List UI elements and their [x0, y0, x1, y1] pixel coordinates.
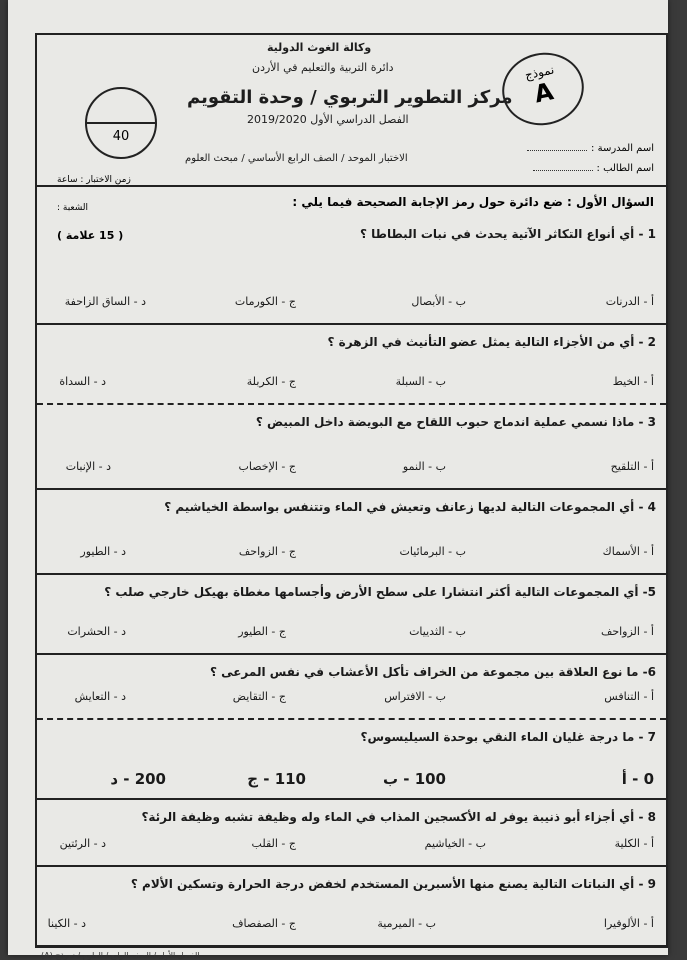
option-a[interactable]: أ - الدرنات	[605, 295, 654, 308]
question-one-title: السؤال الأول : ضع دائرة حول رمز الإجابة الصحيحة فيما يلي :	[292, 195, 654, 209]
question-one-marks: ( 15 علامة )	[57, 229, 124, 242]
option-c[interactable]: ج - الصفصاف	[232, 917, 296, 930]
model-stamp	[495, 45, 590, 132]
center-name: مركز التطوير التربوي / وحدة التقويم	[187, 87, 513, 108]
school-label: اسم المدرسة :	[591, 143, 654, 154]
question-text: 6- ما نوع العلاقة بين مجموعة من الخراف تأكل الأعشاب في نفس المرعى ؟	[209, 665, 656, 679]
exam-frame	[35, 33, 668, 960]
header-divider	[37, 185, 666, 187]
exam-duration: زمن الاختبار : ساعة	[57, 175, 131, 185]
option-d[interactable]: د - الكينا	[47, 917, 86, 930]
question-text: 4 - أي المجموعات التالية لديها زعانف وتعيش في الماء وتتنفس بواسطة الخياشيم ؟	[164, 500, 656, 514]
school-name-field	[527, 143, 654, 154]
school-dots	[527, 150, 587, 151]
student-dots	[533, 170, 593, 171]
option-b[interactable]: ب - البرمائيات	[399, 545, 466, 558]
option-b[interactable]: ب - الثدييات	[409, 625, 466, 638]
question-6	[37, 655, 666, 720]
question-3	[37, 405, 666, 490]
question-text: 5- أي المجموعات التالية أكثر انتشارا على سطح الأرض وأجسامها مغطاة بهيكل خارجي صلب ؟	[104, 585, 656, 599]
circle-divider	[87, 122, 155, 124]
option-b[interactable]: ب - الميرمية	[377, 917, 436, 930]
option-c[interactable]: ج - الكورمات	[234, 295, 296, 308]
option-a[interactable]: أ - التنافس	[604, 690, 654, 703]
option-b[interactable]: ب - الافتراس	[384, 690, 446, 703]
option-d[interactable]: 200 - د	[110, 770, 166, 788]
exam-info: الاختبار الموحد / الصف الرابع الأساسي / مبحث العلوم	[185, 153, 408, 164]
option-b[interactable]: ب - النمو	[402, 460, 446, 473]
question-text: 2 - أي من الأجزاء التالية يمثل عضو التأنيث في الزهرة ؟	[327, 335, 656, 349]
question-text: 7 - ما درجة غليان الماء النقي بوحدة السيليسوس؟	[360, 730, 656, 744]
option-c[interactable]: ج - الكربلة	[246, 375, 296, 388]
option-a[interactable]: أ - الأسماك	[602, 545, 654, 558]
page-footer: الفصل الأول / الصف الرابع / العلوم / نموذج (A)	[41, 951, 200, 960]
question-1	[37, 217, 666, 325]
option-d[interactable]: د - الساق الزاحفة	[64, 295, 146, 308]
student-label: اسم الطالب :	[596, 163, 654, 174]
option-a[interactable]: 0 - أ	[621, 770, 654, 788]
exam-sheet	[8, 0, 668, 960]
model-label: نموذج	[523, 62, 556, 83]
option-b[interactable]: ب - الأبصال	[411, 295, 466, 308]
option-c[interactable]: ج - الإخصاب	[238, 460, 296, 473]
student-name-field	[533, 163, 654, 174]
question-text: 1 - أي أنواع التكاثر الآتية يحدث في نبات البطاطا ؟	[360, 227, 656, 241]
option-d[interactable]: د - الطيور	[80, 545, 126, 558]
total-marks-circle	[85, 87, 157, 159]
option-d[interactable]: د - الرئتين	[59, 837, 106, 850]
department-name: دائرة التربية والتعليم في الأردن	[252, 61, 394, 74]
option-a[interactable]: أ - الألوفيرا	[603, 917, 654, 930]
question-8	[37, 800, 666, 867]
term-label: الفصل الدراسي الأول	[310, 113, 409, 126]
option-d[interactable]: د - الحشرات	[67, 625, 126, 638]
option-c[interactable]: ج - الطيور	[238, 625, 286, 638]
option-d[interactable]: د - الإنبات	[65, 460, 111, 473]
term	[247, 113, 409, 126]
option-a[interactable]: أ - الزواحف	[600, 625, 654, 638]
question-text: 9 - أي النباتات التالية يصنع منها الأسبرين المستخدم لخفض درجة الحرارة وتسكين الألام ؟	[130, 877, 656, 891]
option-c[interactable]: ج - الزواحف	[238, 545, 296, 558]
option-d[interactable]: د - السداة	[59, 375, 106, 388]
question-text: 8 - أي أجزاء أبو ذنيبة يوفر له الأكسجين المذاب في الماء وله وظيفة تشبه وظيفة الرئة؟	[141, 810, 656, 824]
question-9	[37, 867, 666, 947]
total-marks: 40	[112, 129, 130, 144]
option-b[interactable]: ب - السبلة	[395, 375, 446, 388]
option-c[interactable]: 110 - ج	[247, 770, 306, 788]
question-7	[37, 720, 666, 800]
option-a[interactable]: أ - الكلية	[614, 837, 654, 850]
question-text: 3 - ماذا نسمي عملية اندماج حبوب اللقاح مع البويضة داخل المبيض ؟	[255, 415, 656, 429]
option-b[interactable]: ب - الخياشيم	[424, 837, 486, 850]
question-2	[37, 325, 666, 405]
section-field: الشعبة :	[57, 203, 89, 213]
option-c[interactable]: ج - التقايض	[232, 690, 286, 703]
year: 2019/2020	[247, 113, 307, 126]
option-d[interactable]: د - التعايش	[74, 690, 126, 703]
option-b[interactable]: 100 - ب	[382, 770, 446, 788]
option-c[interactable]: ج - القلب	[251, 837, 296, 850]
agency-name: وكالة الغوث الدولية	[267, 41, 372, 54]
question-4	[37, 490, 666, 575]
option-a[interactable]: أ - الخيط	[612, 375, 654, 388]
option-a[interactable]: أ - التلقيح	[610, 460, 654, 473]
question-5	[37, 575, 666, 655]
model-letter: A	[531, 77, 556, 109]
